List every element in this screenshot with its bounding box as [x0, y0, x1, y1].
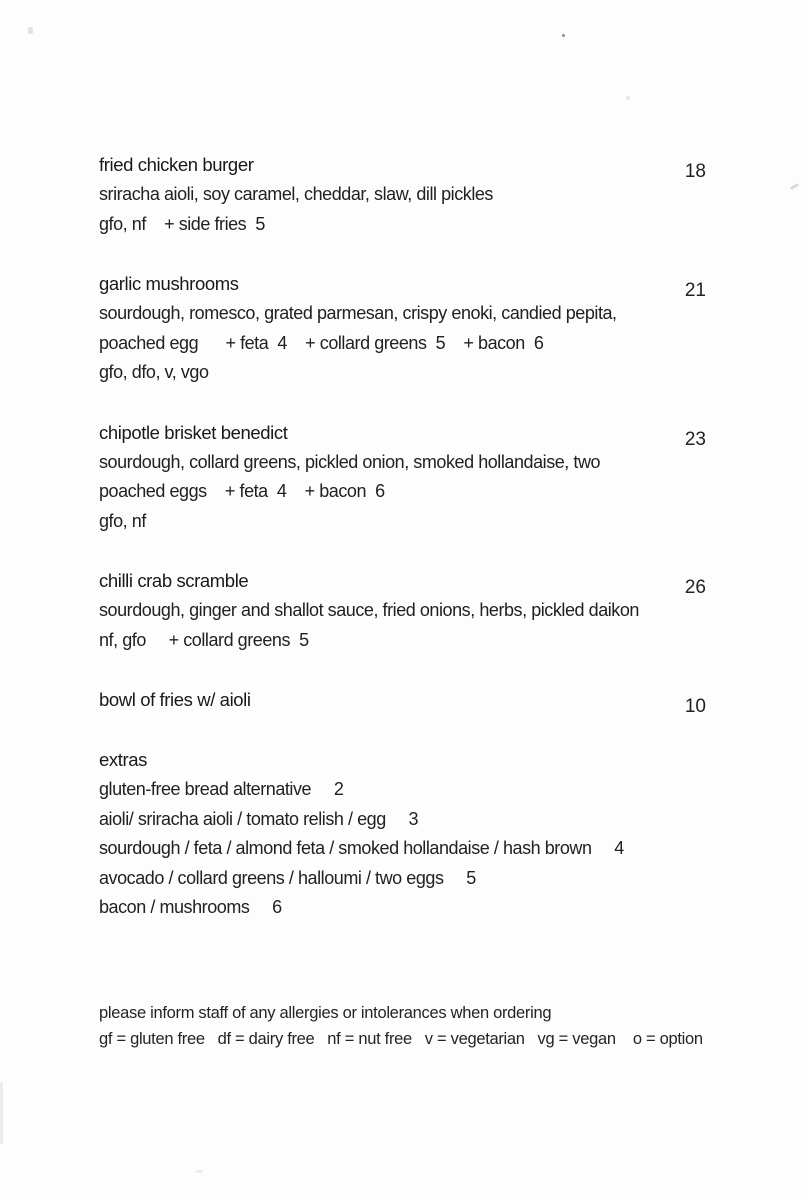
extras-heading: extras	[99, 749, 147, 770]
item-description-line: poached eggs + feta 4 + bacon 6	[99, 481, 385, 501]
menu-item-chilli-crab-scramble	[99, 566, 706, 655]
item-name: fried chicken burger	[99, 154, 254, 175]
item-price: 18	[684, 161, 706, 182]
item-head	[99, 566, 706, 596]
item-price: 26	[684, 577, 706, 598]
extras-line: gluten-free bread alternative 2	[99, 779, 344, 799]
menu-item-fried-chicken-burger	[99, 150, 706, 239]
item-head	[99, 418, 706, 448]
item-description-line: sourdough, ginger and shallot sauce, fried onions, herbs, pickled daikon	[99, 600, 639, 620]
item-description-line: sriracha aioli, soy caramel, cheddar, slaw, dill pickles	[99, 184, 493, 204]
allergy-notice: please inform staff of any allergies or intolerances when ordering	[99, 1004, 552, 1022]
item-price: 21	[684, 280, 706, 301]
item-price: 23	[684, 428, 706, 450]
item-name: bowl of fries w/ aioli	[99, 689, 251, 710]
item-description-line: poached egg + feta 4 + collard greens 5 + bacon 6	[99, 332, 544, 353]
scan-speck	[0, 1082, 3, 1144]
item-dietary-line: gfo, nf + side fries 5	[99, 213, 265, 234]
scan-speck	[626, 96, 630, 100]
extras-line: aioli/ sriracha aioli / tomato relish / egg 3	[99, 808, 419, 829]
item-head	[99, 150, 706, 180]
item-name: garlic mushrooms	[99, 273, 239, 294]
item-name: chilli crab scramble	[99, 570, 249, 591]
menu-item-garlic-mushrooms	[99, 269, 706, 388]
menu-item-chipotle-brisket-benedict	[99, 418, 706, 537]
extras-line: avocado / collard greens / halloumi / two eggs 5	[99, 867, 476, 888]
menu-content	[99, 150, 706, 923]
item-head	[99, 685, 706, 715]
item-description-line: sourdough, collard greens, pickled onion, smoked hollandaise, two	[99, 451, 601, 472]
extras-line: bacon / mushrooms 6	[99, 897, 282, 917]
item-description-line: sourdough, romesco, grated parmesan, crispy enoki, candied pepita,	[99, 303, 617, 323]
extras-line: sourdough / feta / almond feta / smoked hollandaise / hash brown 4	[99, 838, 624, 858]
allergy-footer	[99, 1000, 759, 1052]
item-dietary-line: gfo, nf	[99, 510, 146, 531]
scan-speck	[196, 1170, 203, 1173]
item-price: 10	[684, 696, 706, 717]
scan-speck	[790, 183, 799, 190]
scan-speck	[28, 27, 33, 34]
dietary-legend: gf = gluten free df = dairy free nf = nut free v = vegetarian vg = vegan o = option	[99, 1030, 703, 1048]
item-head	[99, 269, 706, 299]
scan-speck	[562, 34, 565, 37]
extras-section	[99, 745, 706, 923]
menu-item-bowl-of-fries	[99, 685, 706, 715]
item-dietary-line: gfo, dfo, v, vgo	[99, 362, 209, 382]
item-dietary-line: nf, gfo + collard greens 5	[99, 629, 309, 650]
item-name: chipotle brisket benedict	[99, 421, 288, 443]
